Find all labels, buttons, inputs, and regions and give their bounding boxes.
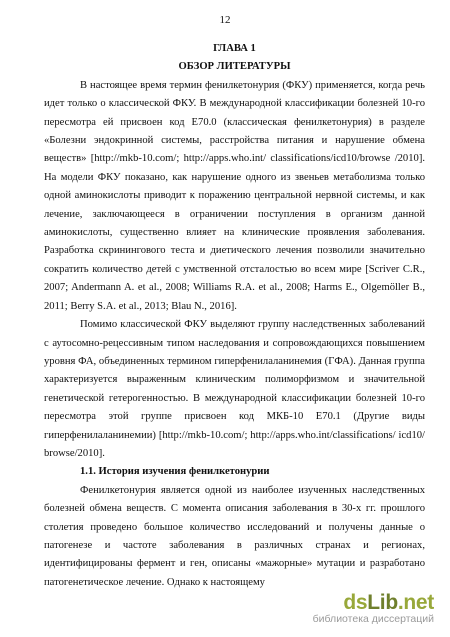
watermark: [274, 593, 434, 627]
chapter-title: ГЛАВА 1: [213, 43, 256, 54]
watermark-tagline: библиотека диссертаций: [312, 613, 434, 625]
page-number: 12: [219, 14, 231, 26]
paragraph: В настоящее время термин фенилкетонурия (ФКУ) применяется, когда речь идет только о классической ФКУ. В международной классификации болезней 10-го пересмотра ей присвоен код Е70.0 (классическая фенилкетонурия) в разделе «Болезни эндокринной системы, расстройства питания и нарушение обмена веществ» [http://mkb-10.com/; http://apps.who.int/ classifications/icd10/browse /2010]. На модели ФКУ показано, как нарушение одного из звеньев метаболизма только одной аминокислоты приводит к поражению центральной нервной системы, и как лечение, заключающееся в ограничении поступления в организм данной аминокислоты, существенно влияет на клинические проявления заболевания. Разработка скринингового теста и диетического лечения позволили значительно сократить количество детей с умственной отсталостью во всем мире [Scriver C.R., 2007; Andermann A. et al., 2008; Williams R.A. et al., 2008; Harms E., Olgemöller B., 2011; Berry S.A. et al., 2013; Blau N., 2016].: [44, 79, 425, 312]
section-title: ОБЗОР ЛИТЕРАТУРЫ: [178, 61, 291, 73]
paragraph: Фенилкетонурия является одной из наиболее изученных наследственных болезней обмена веществ. С момента описания заболевания в 30-х гг. прошлого столетия проведено большое количество исследований и получены данные о патогенезе и частоте заболевания в различных странах и регионах, идентифицированы фермент и ген, описаны «мажорные» мутации и разработано патогенетическое лечение. Однако к настоящему: [44, 484, 425, 588]
watermark-logo: dsLib.net: [343, 591, 434, 614]
paragraph: Помимо классической ФКУ выделяют группу наследственных заболеваний с аутосомно-рецессивным типом наследования и сопровождающихся повышением уровня ФА, объединенных термином гиперфенилаланинемия (ГФА). Данная группа характеризуется выраженным клиническим полиморфизмом и значительной генетической гетерогенностью. В международной классификации болезней 10-го пересмотра этой группе присвоен код МКБ-10 Е70.1 (Другие виды гиперфенилаланинемии) [http://mkb-10.com/; http://apps.who.int/classifications/ icd10/ browse/2010].: [44, 319, 425, 459]
subsection-title: 1.1. История изучения фенилкетонурии: [80, 466, 270, 478]
document-body: [44, 40, 425, 592]
